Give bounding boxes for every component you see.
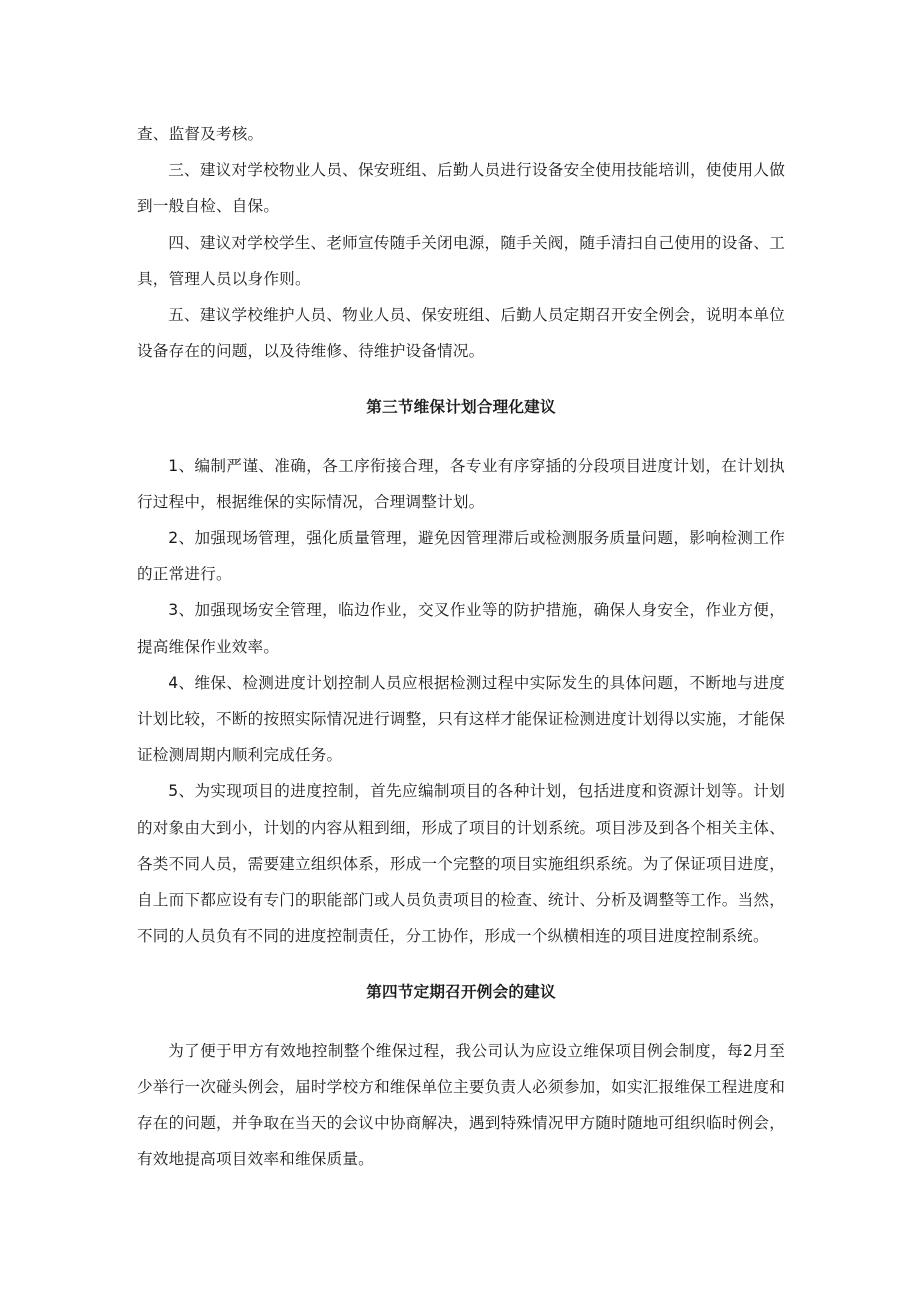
section-4-title: 第四节定期召开例会的建议 (366, 983, 556, 1002)
section-3-item-1: 1、编制严谨、准确，各工序衔接合理，各专业有序穿插的分段项目进度计划，在计划执行过程中，根据维保的实际情况，合理调整计划。 (137, 456, 785, 511)
document-body (137, 116, 785, 1177)
paragraph-recommendation-5: 五、建议学校维护人员、物业人员、保安班组、后勤人员定期召开安全例会，说明本单位设备存在的问题，以及待维修、待维护设备情况。 (137, 306, 785, 361)
section-3-item-5: 5、为实现项目的进度控制，首先应编制项目的各种计划，包括进度和资源计划等。计划的对象由大到小，计划的内容从粗到细，形成了项目的计划系统。项目涉及到各个相关主体、各类不同人员，需要建立组织体系，形成一个完整的项目实施组织系统。为了保证项目进度，自上而下都应设有专门的职能部门或人员负责项目的检查、统计、分析及调整等工作。当然，不同的人员负有不同的进度控制责任，分工协作，形成一个纵横相连的项目进度控制系统。 (137, 782, 785, 946)
section-3-title: 第三节维保计划合理化建议 (366, 398, 556, 417)
section-3-item-2: 2、加强现场管理，强化质量管理，避免因管理滞后或检测服务质量问题，影响检测工作的正常进行。 (137, 529, 785, 584)
section-3-item-3: 3、加强现场安全管理，临边作业，交叉作业等的防护措施，确保人身安全，作业方便，提高维保作业效率。 (137, 601, 785, 656)
section-3-item-4: 4、维保、检测进度计划控制人员应根据检测过程中实际发生的具体问题，不断地与进度计划比较，不断的按照实际情况进行调整，只有这样才能保证检测进度计划得以实施，才能保证检测周期内顺利完成任务。 (137, 673, 785, 765)
paragraph-continuation: 查、监督及考核。 (137, 125, 264, 143)
paragraph-recommendation-3: 三、建议对学校物业人员、保安班组、后勤人员进行设备安全使用技能培训，使使用人做到一般自检、自保。 (137, 161, 785, 216)
paragraph-recommendation-4: 四、建议对学校学生、老师宣传随手关闭电源，随手关阀，随手清扫自己使用的设备、工具，管理人员以身作则。 (137, 233, 785, 288)
section-4-body: 为了便于甲方有效地控制整个维保过程，我公司认为应设立维保项目例会制度，每2月至少举行一次碰头例会，届时学校方和维保单位主要负责人必须参加，如实汇报维保工程进度和存在的问题，并争取在当天的会议中协商解决，遇到特殊情况甲方随时随地可组织临时例会，有效地提高项目效率和维保质量。 (137, 1041, 785, 1169)
